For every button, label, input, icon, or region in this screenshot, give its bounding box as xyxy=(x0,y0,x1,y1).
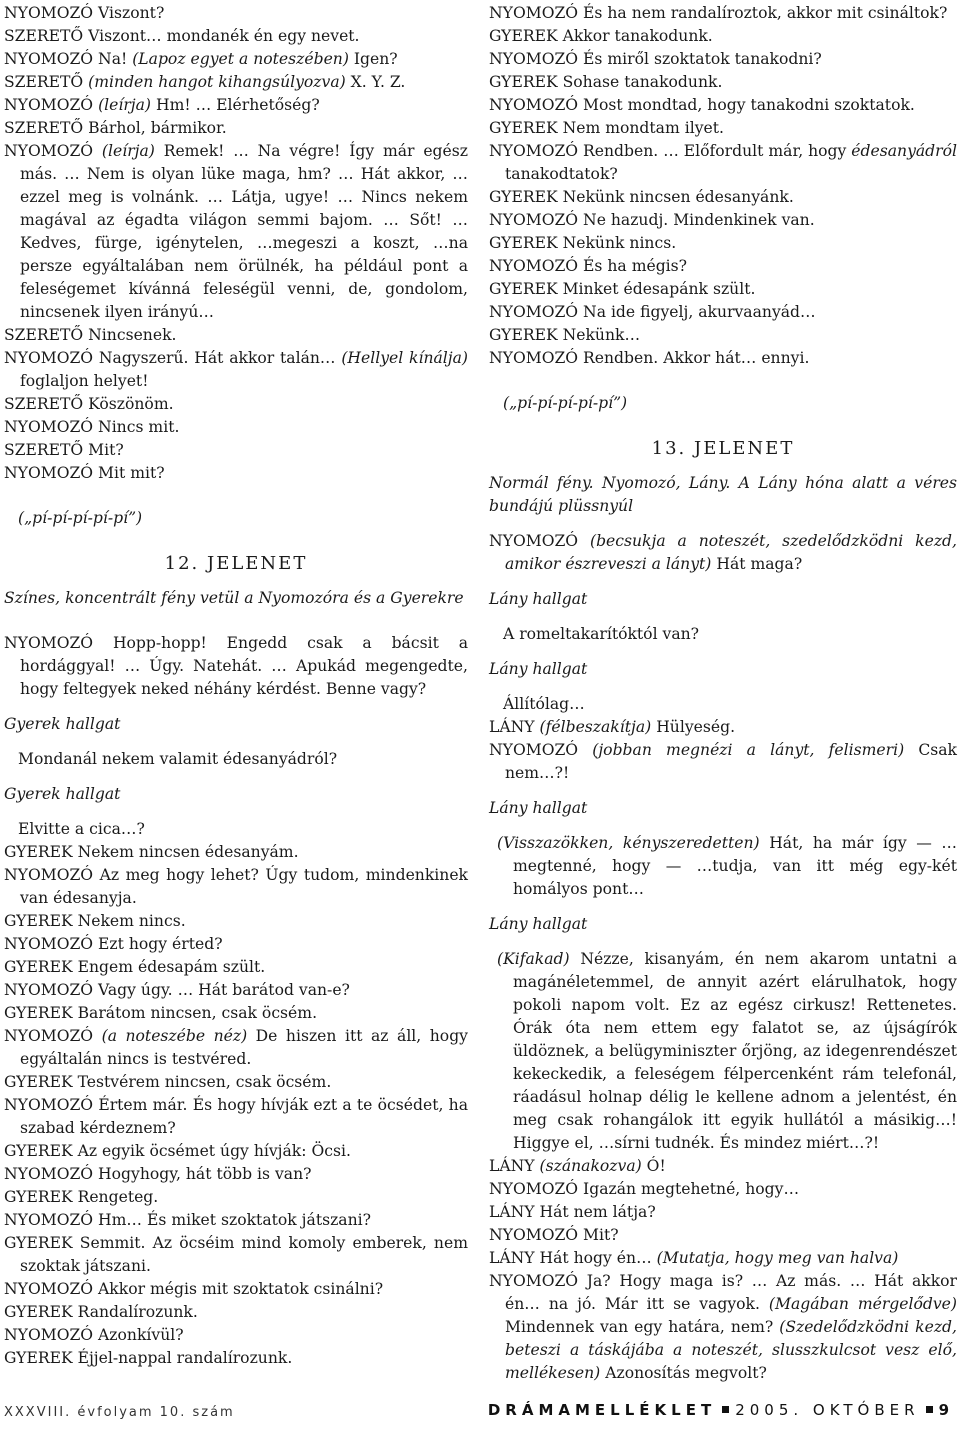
spacer xyxy=(4,736,468,748)
dialogue-line xyxy=(489,1178,957,1201)
text: LÁNY Hát hogy én… xyxy=(489,1249,657,1267)
dialogue-line xyxy=(4,841,468,864)
text: Hülyeség. xyxy=(651,718,736,736)
page-number: 9 xyxy=(938,1401,954,1419)
text: NYOMOZÓ És ha mégis? xyxy=(489,257,688,275)
italic-text: (a noteszébe néz) xyxy=(101,1027,248,1045)
italic-text: Gyerek hallgat xyxy=(4,785,121,803)
continuation-line xyxy=(489,392,957,415)
italic-text: (leírja) xyxy=(101,142,155,160)
italic-text: (Mutatja, hogy meg van halva) xyxy=(656,1249,899,1267)
dialogue-line xyxy=(489,278,957,301)
dialogue-line xyxy=(4,1025,468,1071)
spacer xyxy=(489,785,957,797)
dialogue-line xyxy=(489,71,957,94)
text: NYOMOZÓ Ezt hogy érted? xyxy=(4,935,223,953)
text: Remek! … Na végre! Így már egész más. … Nem is olyan lüke maga, hm? … Hát akkor, …ezzel meg is volnánk. … Látja, ugye! … Nincs nekem magával az égadta világon semmi bajom. … Sőt! … Kedves, fürge, igénytelen, …megeszi a koszt, …na persze egyáltalában nem örülnék, ha például pont a feleségemet kívánná feleségül venni, de, gondolom, nincsenek ilyen irányú… xyxy=(20,142,468,321)
text: Mindennek van egy határa, nem? xyxy=(505,1318,780,1336)
text: NYOMOZÓ Viszont? xyxy=(4,4,165,22)
dialogue-line xyxy=(4,117,468,140)
continuation-line xyxy=(4,818,468,841)
dialogue-line xyxy=(4,1163,468,1186)
stage-direction xyxy=(489,658,957,681)
text: GYEREK Nekem nincsen édesanyám. xyxy=(4,843,299,861)
text: GYEREK Nem mondtam ilyet. xyxy=(489,119,724,137)
stage-direction xyxy=(489,797,957,820)
italic-text: (félbeszakítja) xyxy=(539,718,652,736)
text: De hiszen itt az áll, hogy egyáltalán nincs is testvéred. xyxy=(20,1027,468,1068)
spacer xyxy=(4,806,468,818)
dialogue-line xyxy=(4,1186,468,1209)
dialogue-line xyxy=(4,979,468,1002)
page-footer xyxy=(4,1393,954,1423)
text: NYOMOZÓ Nincs mit. xyxy=(4,418,180,436)
spacer xyxy=(489,370,957,392)
text: NYOMOZÓ Ja? Hogy maga is? … Az más. … Hát akkor én… na jó. Már itt se vagyok. xyxy=(489,1272,957,1313)
continuation-paragraph xyxy=(489,948,957,1155)
spacer xyxy=(489,518,957,530)
text: foglaljon helyet! xyxy=(20,372,149,390)
dialogue-line xyxy=(489,716,957,739)
stage-direction xyxy=(4,713,468,736)
italic-text: (Hellyel kínálja) xyxy=(341,349,468,367)
italic-text: (Lapoz egyet a noteszében) xyxy=(132,50,349,68)
dialogue-line xyxy=(4,933,468,956)
text: NYOMOZÓ És ha nem randalíroztok, akkor mit csináltok? xyxy=(489,4,948,22)
text: SZERETŐ Nincsenek. xyxy=(4,326,177,344)
dialogue-line xyxy=(489,739,957,785)
italic-text: („pí-pí-pí-pí-pí”) xyxy=(18,509,143,527)
text: SZERETŐ xyxy=(4,73,89,91)
text: NYOMOZÓ Most mondtad, hogy tanakodni szoktatok. xyxy=(489,96,915,114)
text: GYEREK Engem édesapám szült. xyxy=(4,958,266,976)
stage-direction xyxy=(489,913,957,936)
continuation-line xyxy=(489,623,957,646)
text: GYEREK Sohase tanakodunk. xyxy=(489,73,723,91)
text: GYEREK Nekünk nincsen édesanyánk. xyxy=(489,188,794,206)
text: GYEREK Akkor tanakodunk. xyxy=(489,27,713,45)
dialogue-line xyxy=(489,1247,957,1270)
dialogue-line xyxy=(4,2,468,25)
supplement-title: DRÁMAMELLÉKLET xyxy=(487,1401,717,1419)
text: NYOMOZÓ Hopp-hopp! Engedd csak a bácsit a hordággyal! … Úgy. Natehát. … Apukád megengedte, hogy feltegyek neked néhány kérdést. Benne vagy? xyxy=(4,634,468,698)
dialogue-line xyxy=(4,1347,468,1370)
text: NYOMOZÓ xyxy=(489,532,590,550)
dialogue-line xyxy=(4,1002,468,1025)
text: Nézze, kisanyám, én nem akarom untatni a magánéletemmel, de annyit azért elárulhatok, hogy pokoli napom volt. Ez az egész cirkusz! Rettenetes. Órák óta nem ettem egy falatot se, az újságírók üldöznek, a belügyminiszter őrjöng, az idegenrendészet kekeckedik, a feleségem félpercenként rám telefonál, ráadásul holnap délig le kellene adnom a jelentést, én meg csak rohangálok itt egyik hullától a másikig…! Higgye el, …sírni tudnék. És mindez miért…?! xyxy=(513,950,957,1152)
right-column xyxy=(489,2,957,1385)
stage-direction xyxy=(4,783,468,806)
dialogue-line xyxy=(4,140,468,324)
text: 13. JELENET xyxy=(651,438,795,459)
text: NYOMOZÓ Ne hazudj. Mindenkinek van. xyxy=(489,211,815,229)
spacer xyxy=(489,415,957,437)
dialogue-line xyxy=(489,232,957,255)
dialogue-line xyxy=(4,1071,468,1094)
text: GYEREK Minket édesapánk szült. xyxy=(489,280,756,298)
dialogue-line xyxy=(4,324,468,347)
dialogue-line xyxy=(4,94,468,117)
dialogue-line xyxy=(489,2,957,25)
spacer xyxy=(4,575,468,587)
text: LÁNY xyxy=(489,718,540,736)
continuation-paragraph xyxy=(489,832,957,901)
text: Elvitte a cica…? xyxy=(18,820,145,838)
italic-text: Lány hallgat xyxy=(489,799,588,817)
spacer xyxy=(489,681,957,693)
volume-info: XXXVIII. évfolyam 10. szám xyxy=(4,1405,235,1420)
text: Igen? xyxy=(348,50,398,68)
stage-direction xyxy=(489,588,957,611)
dialogue-line xyxy=(4,1301,468,1324)
dialogue-line xyxy=(489,324,957,347)
footer-right xyxy=(488,1401,954,1419)
text: tanakodtatok? xyxy=(505,165,618,183)
dialogue-line xyxy=(489,209,957,232)
dialogue-line xyxy=(4,956,468,979)
italic-text: Normál fény. Nyomozó, Lány. A Lány hóna alatt a véres bundájú plüssnyúl xyxy=(489,474,957,515)
italic-text: (Kifakad) xyxy=(497,950,570,968)
text: NYOMOZÓ Hm… És miket szoktatok játszani? xyxy=(4,1211,371,1229)
text: NYOMOZÓ Igazán megtehetné, hogy… xyxy=(489,1180,800,1198)
dialogue-line xyxy=(4,910,468,933)
text: NYOMOZÓ Értem már. És hogy hívják ezt a te öcsédet, ha szabad kérdeznem? xyxy=(4,1096,468,1137)
dialogue-line xyxy=(4,1278,468,1301)
dialogue-line xyxy=(4,1140,468,1163)
dialogue-line xyxy=(489,1270,957,1385)
text: NYOMOZÓ Akkor mégis mit szoktatok csinálni? xyxy=(4,1280,384,1298)
text: Csak nem…?! xyxy=(505,741,957,782)
spacer xyxy=(4,530,468,552)
issue-date: 2005. OKTÓBER xyxy=(735,1401,920,1419)
text: Mondanál nekem valamit édesanyádról? xyxy=(18,750,338,768)
italic-text: (becsukja a noteszét, szedelődzködni kezd, amikor észreveszi a lányt) xyxy=(505,532,957,573)
italic-text: Lány hallgat xyxy=(489,660,588,678)
dialogue-line xyxy=(489,94,957,117)
spacer xyxy=(489,460,957,472)
text: Hát, ha már így — …megtenné, hogy — …tudja, van itt még egy-két homályos pont… xyxy=(513,834,957,898)
dialogue-line xyxy=(489,117,957,140)
text: Azonosítás megvolt? xyxy=(600,1364,767,1382)
separator-square-icon xyxy=(722,1406,729,1413)
dialogue-line xyxy=(489,301,957,324)
left-column xyxy=(4,2,468,1370)
stage-direction xyxy=(4,587,468,610)
text: GYEREK Éjjel-nappal randalírozunk. xyxy=(4,1349,293,1367)
dialogue-line xyxy=(489,530,957,576)
italic-text: Színes, koncentrált fény vetül a Nyomozóra és a Gyerekre xyxy=(4,589,464,607)
continuation-line xyxy=(4,507,468,530)
italic-text: Gyerek hallgat xyxy=(4,715,121,733)
text: GYEREK Nekünk nincs. xyxy=(489,234,677,252)
text: NYOMOZÓ Vagy úgy. … Hát barátod van-e? xyxy=(4,981,350,999)
dialogue-line xyxy=(4,1324,468,1347)
dialogue-line xyxy=(489,186,957,209)
dialogue-line xyxy=(4,347,468,393)
dialogue-line xyxy=(4,632,468,701)
dialogue-line xyxy=(489,140,957,186)
text: NYOMOZÓ Mit? xyxy=(489,1226,619,1244)
continuation-line xyxy=(489,693,957,716)
italic-text: Lány hallgat xyxy=(489,590,588,608)
spacer xyxy=(489,576,957,588)
text: Hát maga? xyxy=(711,555,803,573)
text: NYOMOZÓ xyxy=(4,1027,102,1045)
dialogue-line xyxy=(4,439,468,462)
text: GYEREK Testvérem nincsen, csak öcsém. xyxy=(4,1073,332,1091)
separator-square-icon xyxy=(926,1406,933,1413)
dialogue-line xyxy=(489,1155,957,1178)
dialogue-line xyxy=(4,1094,468,1140)
italic-text: („pí-pí-pí-pí-pí”) xyxy=(503,394,628,412)
dialogue-line xyxy=(489,25,957,48)
text: NYOMOZÓ Rendben. Akkor hát… ennyi. xyxy=(489,349,810,367)
text: SZERETŐ Mit? xyxy=(4,441,124,459)
spacer xyxy=(489,646,957,658)
text: A romeltakarítóktól van? xyxy=(503,625,700,643)
dialogue-line xyxy=(4,864,468,910)
spacer xyxy=(4,771,468,783)
text: GYEREK Semmit. Az öcséim mind komoly emberek, nem szoktak játszani. xyxy=(4,1234,468,1275)
dialogue-line xyxy=(4,71,468,94)
text: SZERETŐ Köszönöm. xyxy=(4,395,174,413)
text: GYEREK Nekünk… xyxy=(489,326,641,344)
spacer xyxy=(4,485,468,507)
spacer xyxy=(489,901,957,913)
scene-heading xyxy=(489,437,957,460)
text: NYOMOZÓ Azonkívül? xyxy=(4,1326,184,1344)
dialogue-line xyxy=(4,1209,468,1232)
italic-text: (jobban megnézi a lányt, felismeri) xyxy=(592,741,905,759)
text: Ó! xyxy=(641,1157,666,1175)
text: SZERETŐ Viszont… mondanék én egy nevet. xyxy=(4,27,360,45)
stage-direction xyxy=(489,472,957,518)
text: GYEREK Rengeteg. xyxy=(4,1188,159,1206)
text: LÁNY xyxy=(489,1157,540,1175)
dialogue-line xyxy=(489,255,957,278)
italic-text: (Visszazökken, kényszeredetten) xyxy=(497,834,760,852)
text: GYEREK Randalírozunk. xyxy=(4,1303,198,1321)
text: SZERETŐ Bárhol, bármikor. xyxy=(4,119,227,137)
text: NYOMOZÓ Hogyhogy, hát több is van? xyxy=(4,1165,312,1183)
text: NYOMOZÓ Na! xyxy=(4,50,133,68)
dialogue-line xyxy=(489,1224,957,1247)
text: GYEREK Az egyik öcsémet úgy hívják: Öcsi. xyxy=(4,1142,351,1160)
text: NYOMOZÓ xyxy=(4,96,99,114)
text: Hm! … Elérhetőség? xyxy=(151,96,320,114)
scene-heading xyxy=(4,552,468,575)
text: GYEREK Barátom nincsen, csak öcsém. xyxy=(4,1004,318,1022)
text: Állítólag… xyxy=(503,695,585,713)
continuation-line xyxy=(4,748,468,771)
spacer xyxy=(489,936,957,948)
text: NYOMOZÓ Mit mit? xyxy=(4,464,165,482)
spacer xyxy=(4,701,468,713)
italic-text: édesanyádról xyxy=(851,142,957,160)
text: GYEREK Nekem nincs. xyxy=(4,912,186,930)
dialogue-line xyxy=(4,416,468,439)
dialogue-line xyxy=(489,1201,957,1224)
italic-text: (szánakozva) xyxy=(539,1157,642,1175)
dialogue-line xyxy=(4,462,468,485)
text: NYOMOZÓ xyxy=(4,142,102,160)
dialogue-line xyxy=(4,25,468,48)
dialogue-line xyxy=(489,48,957,71)
text: NYOMOZÓ Na ide figyelj, akurvaanyád… xyxy=(489,303,816,321)
dialogue-line xyxy=(4,1232,468,1278)
dialogue-line xyxy=(4,48,468,71)
italic-text: (Magában mérgelődve) xyxy=(768,1295,957,1313)
italic-text: Lány hallgat xyxy=(489,915,588,933)
italic-text: (Szedelődzködni kezd, beteszi a táskájába a noteszét, slusszkulcsot vesz elő, mellékesen) xyxy=(505,1318,957,1382)
text: NYOMOZÓ xyxy=(489,741,593,759)
spacer xyxy=(489,820,957,832)
spacer xyxy=(4,610,468,632)
italic-text: (minden hangot kihangsúlyozva) xyxy=(88,73,346,91)
dialogue-line xyxy=(4,393,468,416)
spacer xyxy=(489,611,957,623)
text: NYOMOZÓ Nagyszerű. Hát akkor talán… xyxy=(4,349,342,367)
text: NYOMOZÓ És miről szoktatok tanakodni? xyxy=(489,50,822,68)
italic-text: (leírja) xyxy=(98,96,152,114)
text: X. Y. Z. xyxy=(345,73,406,91)
dialogue-line xyxy=(489,347,957,370)
text: LÁNY Hát nem látja? xyxy=(489,1203,656,1221)
text: NYOMOZÓ Az meg hogy lehet? Úgy tudom, mindenkinek van édesanyja. xyxy=(4,866,468,907)
text: NYOMOZÓ Rendben. … Előfordult már, hogy xyxy=(489,142,852,160)
text: 12. JELENET xyxy=(164,553,308,574)
